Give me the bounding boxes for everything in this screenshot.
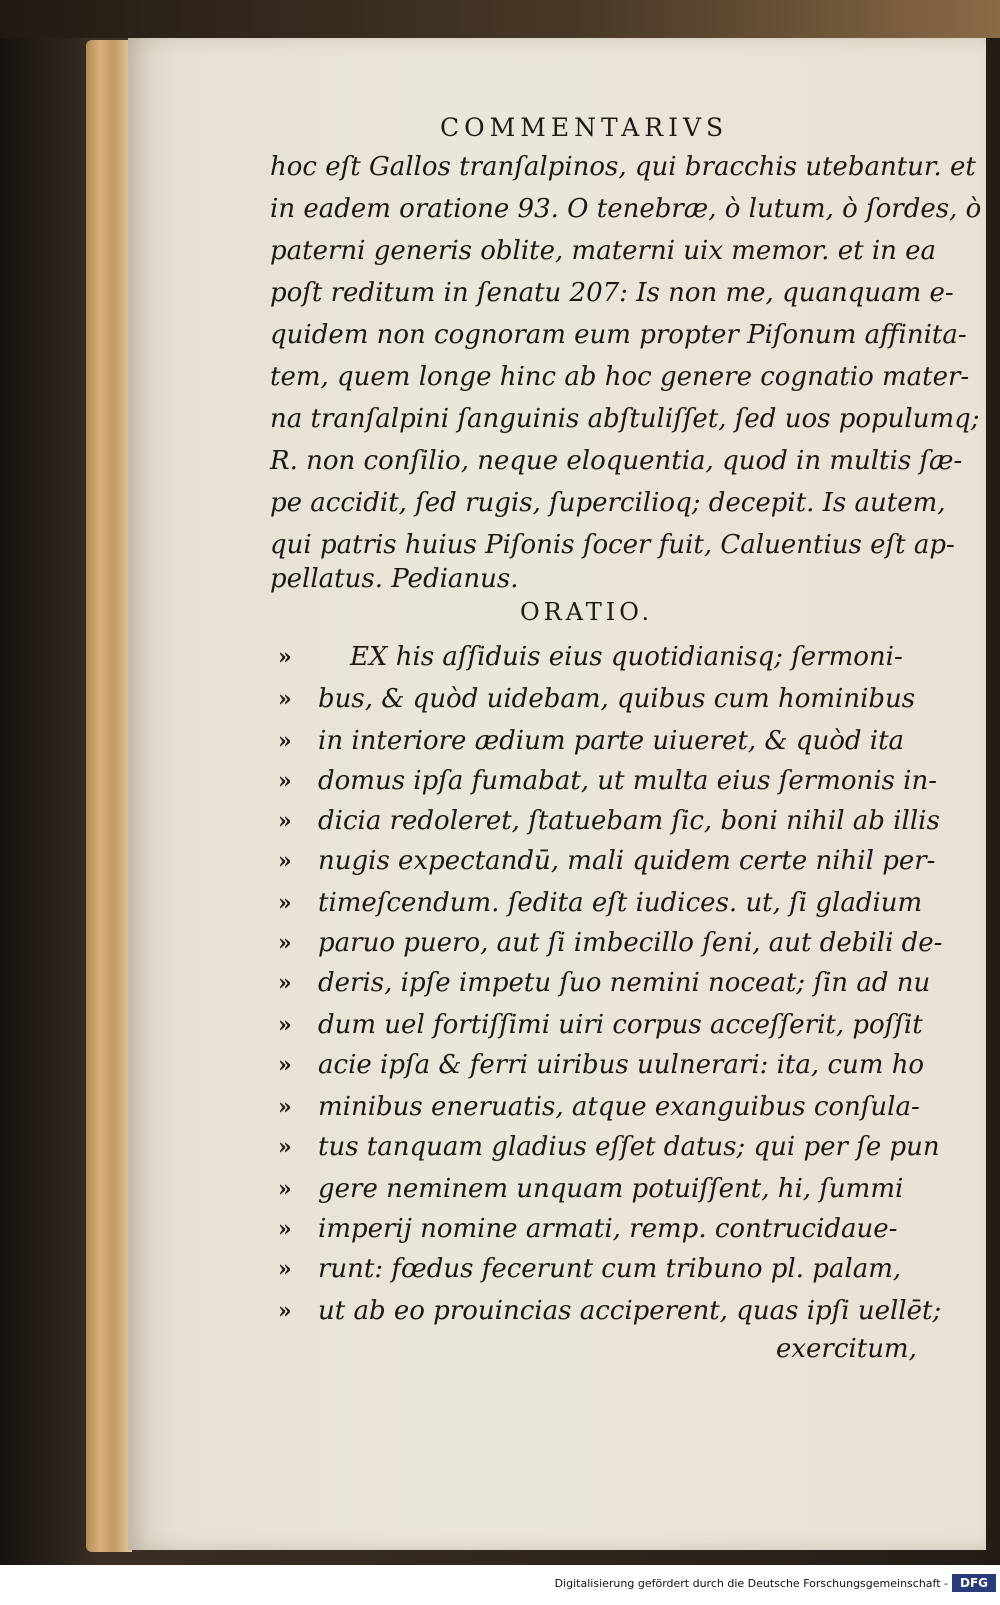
quote-mark: »: [278, 1012, 292, 1038]
oratio-line: dum uel fortiſſimi uiri corpus acceſſerit, poſſit: [318, 1010, 923, 1040]
commentary-line: pe accidit, ſed rugis, ſupercilioq; decepit. Is autem,: [270, 488, 946, 518]
commentary-line: pellatus. Pedianus.: [270, 564, 519, 594]
quote-mark: »: [278, 1094, 292, 1120]
quote-mark: »: [278, 890, 292, 916]
page-fore-edge: [86, 40, 132, 1552]
oratio-line: acie ipſa & ferri uiribus uulnerari: ita, cum ho: [318, 1050, 925, 1080]
quote-mark: »: [278, 970, 292, 996]
oratio-line: tus tanquam gladius eſſet datus; qui per ſe pun: [318, 1132, 940, 1162]
oratio-line: ut ab eo prouincias acciperent, quas ipſi uellēt;: [318, 1296, 942, 1326]
running-head: COMMENTARIVS: [440, 113, 729, 142]
quote-mark: »: [278, 728, 292, 754]
quote-mark: »: [278, 1134, 292, 1160]
quote-mark: »: [278, 644, 292, 670]
oratio-line: paruo puero, aut ſi imbecillo ſeni, aut debili de-: [318, 928, 943, 958]
quote-mark: »: [278, 768, 292, 794]
quote-mark: »: [278, 930, 292, 956]
commentary-line: tem, quem longe hinc ab hoc genere cognatio mater-: [270, 362, 970, 392]
quote-mark: »: [278, 1216, 292, 1242]
oratio-line: in interiore ædium parte uiueret, & quòd ita: [318, 726, 905, 756]
commentary-line: na tranſalpini ſanguinis abſtuliſſet, ſed uos populumq;: [270, 404, 980, 434]
oratio-line: imperij nomine armati, remp. contrucidaue-: [318, 1214, 898, 1244]
oratio-line: domus ipſa fumabat, ut multa eius ſermonis in-: [318, 766, 937, 796]
quote-mark: »: [278, 808, 292, 834]
oratio-line: nugis expectandū, mali quidem certe nihil per-: [318, 846, 936, 876]
quote-mark: »: [278, 1176, 292, 1202]
quote-mark: »: [278, 686, 292, 712]
quote-mark: »: [278, 1256, 292, 1282]
footer-credit: Digitalisierung gefördert durch die Deutsche Forschungsgemeinschaft -: [554, 1577, 948, 1590]
book-top-edge: [0, 0, 1000, 38]
oratio-line: minibus eneruatis, atque exanguibus conſula-: [318, 1092, 920, 1122]
commentary-line: in eadem oratione 93. O tenebræ, ò lutum, ò ſordes, ò: [270, 194, 982, 224]
commentary-line: qui patris huius Piſonis ſocer fuit, Caluentius eſt ap-: [270, 530, 955, 560]
oratio-line: EX his aſſiduis eius quotidianisq; ſermoni-: [350, 642, 903, 672]
commentary-line: R. non conſilio, neque eloquentia, quod in multis ſæ-: [270, 446, 963, 476]
catchword: exercitum,: [776, 1334, 917, 1364]
oratio-line: deris, ipſe impetu ſuo nemini noceat; ſin ad nu: [318, 968, 931, 998]
oratio-line: dicia redoleret, ſtatuebam ſic, boni nihil ab illis: [318, 806, 940, 836]
commentary-line: poſt reditum in ſenatu 207: Is non me, quanquam e-: [270, 278, 954, 308]
oratio-line: runt: fœdus fecerunt cum tribuno pl. palam,: [318, 1254, 902, 1284]
quote-mark: »: [278, 1052, 292, 1078]
commentary-line: paterni generis oblite, materni uix memor. et in ea: [270, 236, 937, 266]
oratio-line: bus, & quòd uidebam, quibus cum hominibus: [318, 684, 916, 714]
dfg-logo-icon: DFG: [952, 1574, 996, 1592]
quote-mark: »: [278, 1298, 292, 1324]
section-heading: ORATIO.: [520, 598, 654, 626]
quote-mark: »: [278, 848, 292, 874]
commentary-line: quidem non cognoram eum propter Piſonum affinita-: [270, 320, 967, 350]
oratio-line: gere neminem unquam potuiſſent, hi, ſummi: [318, 1174, 904, 1204]
commentary-line: hoc eſt Gallos tranſalpinos, qui bracchis utebantur. et: [270, 152, 976, 182]
oratio-line: timeſcendum. ſedita eſt iudices. ut, ſi gladium: [318, 888, 923, 918]
